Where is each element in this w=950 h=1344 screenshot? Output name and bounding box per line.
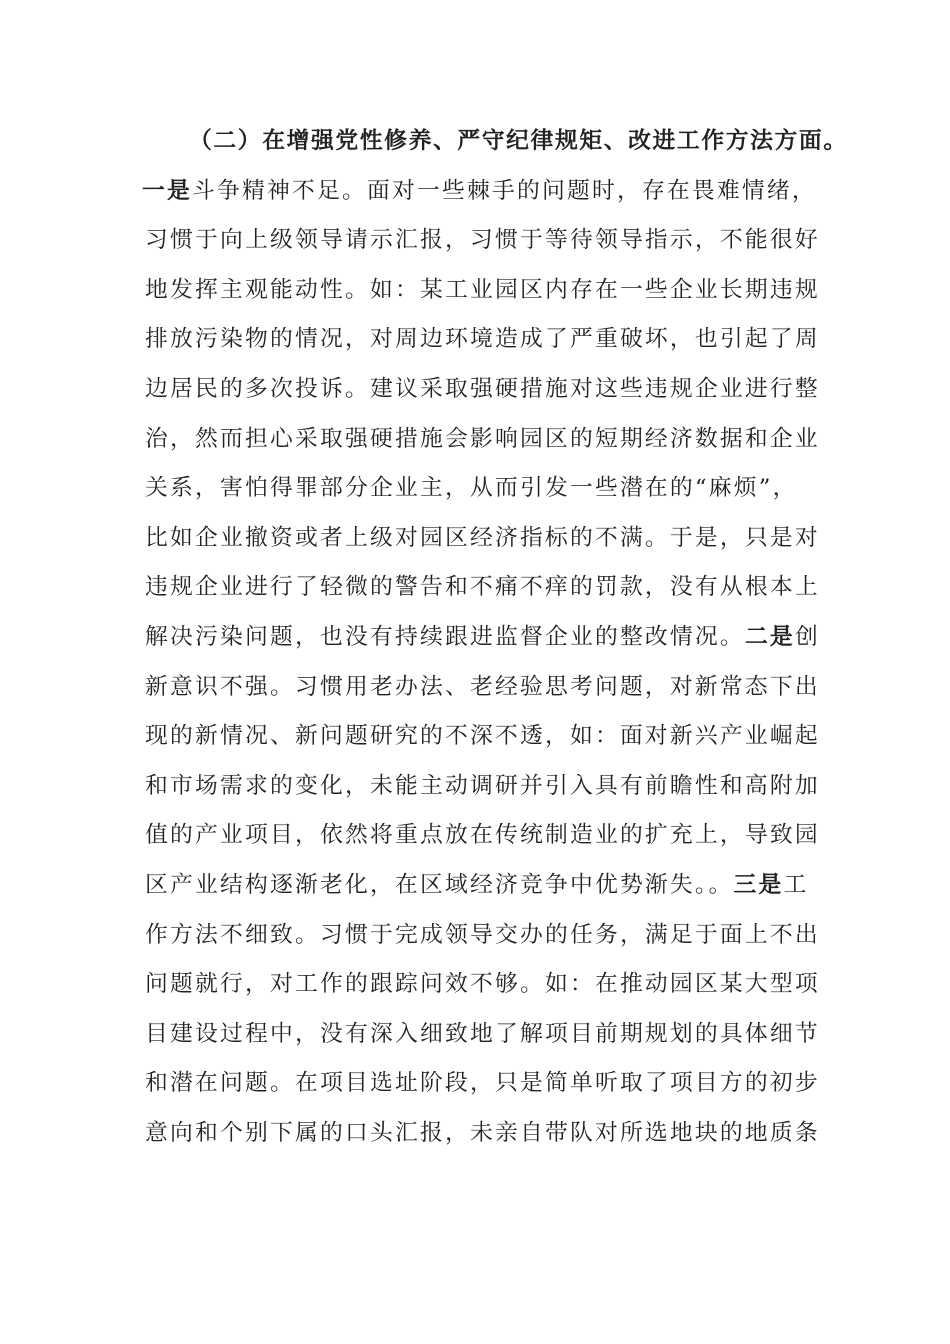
text-line — [145, 917, 820, 967]
text-line — [145, 1016, 820, 1066]
text-line — [145, 222, 820, 272]
line-text: 值的产业项目，依然将重点放在传统制造业的扩充上，导致园 — [145, 822, 820, 849]
text-line — [145, 272, 820, 322]
text-line — [145, 817, 820, 867]
text-line — [145, 321, 820, 371]
line-text: 边居民的多次投诉。建议采取强硬措施对这些违规企业进行整 — [145, 375, 820, 402]
line-text: 违规企业进行了轻微的警告和不痛不痒的罚款，没有从根本上 — [145, 574, 820, 601]
line-text: 现的新情况、新问题研究的不深不透，如：面对新兴产业崛起 — [145, 723, 820, 750]
line-text: 关系，害怕得罪部分企业主，从而引发一些潜在的“麻烦”， — [145, 475, 798, 502]
line-text: 排放污染物的情况，对周边环境造成了严重破坏，也引起了周 — [145, 326, 820, 353]
line-text: 目建设过程中，没有深入细致地了解项目前期规划的具体细节 — [145, 1020, 820, 1047]
line-text: 新意识不强。习惯用老办法、老经验思考问题，对新常态下出 — [145, 673, 820, 700]
line-text: 作方法不细致。习惯于完成领导交办的任务，满足于面上不出 — [145, 921, 820, 948]
line-text: 比如企业撤资或者上级对园区经济指标的不满。于是，只是对 — [145, 524, 820, 551]
text-line — [145, 768, 820, 818]
text-line — [145, 669, 820, 719]
bold-lead-text: 一是 — [142, 177, 192, 204]
line-text: 治，然而担心采取强硬措施会影响园区的短期经济数据和企业 — [145, 425, 820, 452]
text-line — [145, 569, 820, 619]
document-body — [142, 123, 848, 1164]
line-text: 习惯于向上级领导请示汇报，习惯于等待领导指示，不能很好 — [145, 227, 820, 254]
line-text: 创 — [794, 623, 820, 650]
line-text: 意向和个别下属的口头汇报，未亲自带队对所选地块的地质条 — [145, 1119, 820, 1146]
text-line — [145, 421, 820, 471]
text-line — [145, 867, 815, 917]
line-text: 工 — [783, 871, 809, 898]
text-line — [145, 619, 820, 669]
text-line — [145, 718, 820, 768]
line-text: 斗争精神不足。面对一些棘手的问题时，存在畏难情绪， — [192, 177, 817, 204]
section-heading: （二）在增强党性修养、严守纪律规矩、改进工作方法方面。 — [189, 128, 848, 154]
bold-lead-text: 三是 — [733, 871, 784, 898]
body-paragraph — [142, 173, 820, 1165]
text-line — [145, 1065, 820, 1115]
text-line — [145, 1115, 820, 1165]
line-text: 区产业结构逐渐老化，在区域经济竞争中优势渐失。。 — [145, 871, 734, 898]
text-line — [145, 520, 820, 570]
bold-lead-text: 二是 — [744, 623, 795, 650]
text-line — [145, 470, 815, 520]
text-line — [145, 371, 820, 421]
line-text: 解决污染问题，也没有持续跟进监督企业的整改情况。 — [145, 623, 745, 650]
line-text: 和市场需求的变化，未能主动调研并引入具有前瞻性和高附加 — [145, 772, 820, 799]
line-text: 和潜在问题。在项目选址阶段，只是简单听取了项目方的初步 — [145, 1070, 820, 1097]
line-text: 地发挥主观能动性。如：某工业园区内存在一些企业长期违规 — [145, 276, 820, 303]
text-line — [145, 966, 820, 1016]
line-text: 问题就行，对工作的跟踪问效不够。如：在推动园区某大型项 — [145, 971, 820, 998]
text-line — [142, 173, 815, 223]
